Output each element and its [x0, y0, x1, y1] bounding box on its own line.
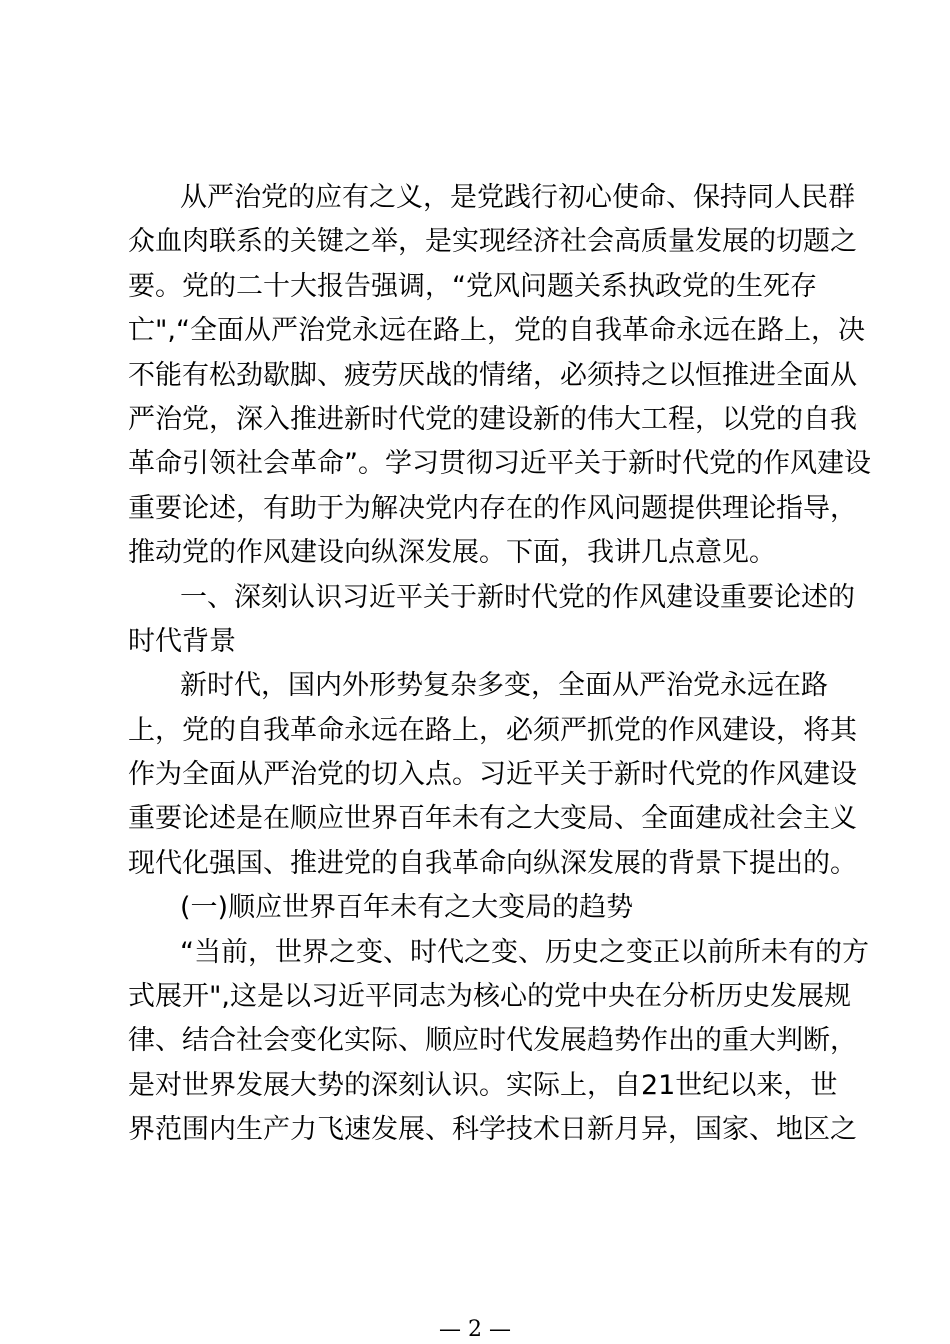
text-line: 作为全面从严治党的切入点。习近平关于新时代党的作风建设 [128, 759, 857, 791]
section-heading-line: 一、深刻认识习近平关于新时代党的作风建设重要论述的 [180, 581, 855, 613]
text-line: 上，党的自我革命永远在路上，必须严抓党的作风建设，将其 [128, 714, 857, 746]
text-line: 界范围内生产力飞速发展、科学技术日新月异，国家、地区之 [128, 1114, 857, 1146]
text-line: 是对世界发展大势的深刻认识。实际上，自21世纪以来，世 [128, 1069, 838, 1101]
text-line: 新时代，国内外形势复杂多变，全面从严治党永远在路 [180, 670, 828, 702]
section-heading-line: 时代背景 [128, 625, 236, 657]
text-line: 推动党的作风建设向纵深发展。下面，我讲几点意见。 [128, 537, 776, 569]
text-line: 式展开",这是以习近平同志为核心的党中央在分析历史发展规 [128, 981, 852, 1013]
text-line: 众血肉联系的关键之举，是实现经济社会高质量发展的切题之 [128, 226, 857, 258]
text-line: “当前，世界之变、时代之变、历史之变正以前所未有的方 [180, 936, 869, 968]
text-line: 亡",“全面从严治党永远在路上，党的自我革命永远在路上，决 [128, 315, 865, 347]
text-line: 从严治党的应有之义，是党践行初心使命、保持同人民群 [180, 182, 855, 213]
text-line: 现代化强国、推进党的自我革命向纵深发展的背景下提出的。 [128, 847, 857, 879]
text-line: 重要论述是在顺应世界百年未有之大变局、全面建成社会主义 [128, 803, 857, 835]
text-line: 不能有松劲歇脚、疲劳厌战的情绪，必须持之以恒推进全面从 [128, 359, 857, 391]
text-line: 严治党，深入推进新时代党的建设新的伟大工程，以党的自我 [128, 403, 857, 435]
subsection-heading-line: (一)顺应世界百年未有之大变局的趋势 [180, 892, 634, 924]
document-body [128, 176, 871, 1153]
text-line: 革命引领社会革命”。学习贯彻习近平关于新时代党的作风建设 [128, 448, 871, 480]
text-line: 要。党的二十大报告强调，“党风问题关系执政党的生死存 [128, 270, 817, 302]
text-line: 重要论述，有助于为解决党内存在的作风问题提供理论指导， [128, 492, 857, 524]
page-number: — 2 — [439, 1317, 511, 1342]
text-line: 律、结合社会变化实际、顺应时代发展趋势作出的重大判断， [128, 1025, 857, 1057]
